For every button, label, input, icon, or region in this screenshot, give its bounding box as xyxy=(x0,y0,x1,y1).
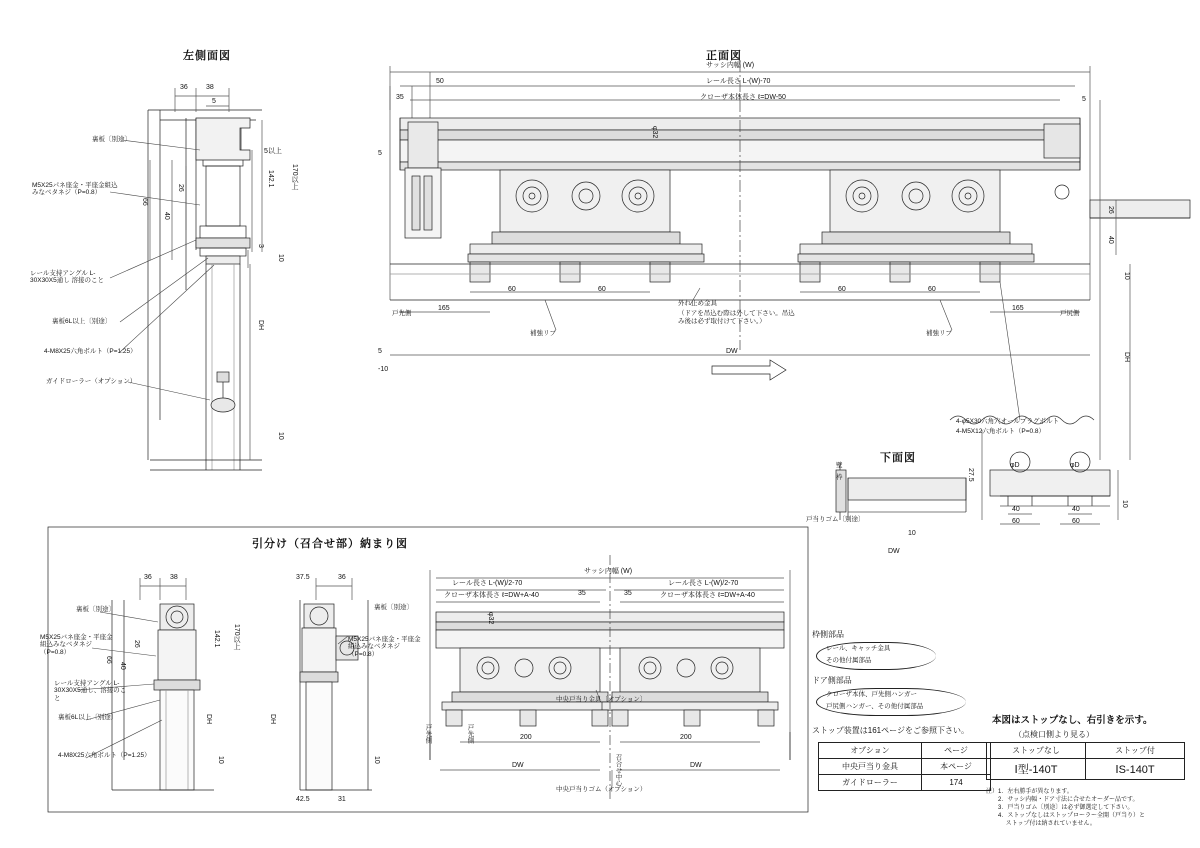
m-dim-40a: 40 xyxy=(119,662,127,670)
view-title-left-side: 左側面図 xyxy=(183,50,231,62)
label-backplate: 裏板〔別途〕 xyxy=(92,136,131,143)
dim-front-165a: 165 xyxy=(438,305,450,312)
m-dim-36b: 36 xyxy=(338,574,346,581)
label-frame: 枠 xyxy=(836,474,843,481)
right-note-sub: （点検口側より見る） xyxy=(1014,730,1094,739)
m-dim-200a: 200 xyxy=(520,734,532,741)
dim-left-10a: 10 xyxy=(277,254,285,262)
dim-front-165b: 165 xyxy=(1012,305,1024,312)
label-wall: 壁 xyxy=(836,462,843,469)
m-dim-rail-l2: レール長さ L-(W)/2-70 xyxy=(668,580,739,587)
m-dim-36a: 36 xyxy=(144,574,152,581)
dim-left-1421: 142.1 xyxy=(267,170,275,188)
m-dim-38: 38 xyxy=(170,574,178,581)
option-table xyxy=(818,742,991,791)
model-row0-col0: Ⅰ型-140T xyxy=(987,759,1086,780)
callout-plug-bolt: 4-φ5X30六角穴オールプラグボルト xyxy=(956,418,1060,425)
dim-front-closer-length: クローザ本体長さ ℓ=DW-50 xyxy=(700,94,786,101)
label-door-trailing-side: 戸尻側 xyxy=(1060,310,1080,317)
m-dim-375: 37.5 xyxy=(296,574,310,581)
dim-front-10: 10 xyxy=(1123,272,1131,280)
m-dim-170: 170以上 xyxy=(233,624,241,650)
m-label-backplate-6l: 裏板6L以上〔別途〕 xyxy=(58,714,118,721)
option-table-header-1: ページ xyxy=(922,743,991,759)
m-label-center-stop-rubber: 中央戸当りゴム（オプション） xyxy=(556,786,647,793)
m-dim-closer-l1: クローザ本体長さ ℓ=DW+A-40 xyxy=(444,592,539,599)
m-dim-sash-width: サッシ内幅 (W) xyxy=(584,568,633,575)
m-label-meeting-center: 召合せ中心 xyxy=(614,754,622,787)
parts-frame-item-1: その他付属部品 xyxy=(826,657,872,664)
label-rail-support-angle: レール支持アングル L-30X30X5通し 溶接のこと xyxy=(30,270,105,285)
m-dim-dw-a: DW xyxy=(512,762,524,769)
dim-front-5-right: 5 xyxy=(1082,96,1086,103)
dim-front-dw: DW xyxy=(726,348,738,355)
note-4: ストップ付は納されていません。 xyxy=(986,821,1096,827)
model-row0-col1: ⅠS-140T xyxy=(1086,759,1185,780)
callout-stopper-metal: 外れ止め金具 xyxy=(678,300,717,307)
m-dim-dh-a: DH xyxy=(205,714,213,725)
option-row1-col0: ガイドローラー xyxy=(819,775,922,791)
dim-front-sash-width: サッシ内幅 (W) xyxy=(706,62,755,69)
m-dim-rail-l1: レール長さ L-(W)/2-70 xyxy=(452,580,523,587)
m-label-leading-b: 戸先側 xyxy=(466,724,474,744)
m-dim-35a: 35 xyxy=(578,590,586,597)
parts-stop-note: ストップ装置は161ページをご参照下さい。 xyxy=(812,726,969,735)
option-row0-col1: 本ページ xyxy=(922,759,991,775)
dim-left-36: 36 xyxy=(180,84,188,91)
right-note-title: 本図はストップなし、右引きを示す。 xyxy=(992,715,1153,726)
dim-front-60c: 60 xyxy=(838,286,846,293)
dim-bottom-275: 27.5 xyxy=(967,468,975,482)
option-row0-col0: 中央戸当り金具 xyxy=(819,759,922,775)
view-title-front: 正面図 xyxy=(706,50,742,62)
parts-frame-title: 枠側部品 xyxy=(812,630,844,639)
m-dim-31: 31 xyxy=(338,796,346,803)
m-dim-425: 42.5 xyxy=(296,796,310,803)
dim-bottom-60b: 60 xyxy=(1072,518,1080,525)
dim-left-66: 66 xyxy=(141,198,149,206)
m-label-center-stop-metal: 中央戸当り金具〔オプション〕 xyxy=(556,696,647,703)
dim-front-60b: 60 xyxy=(598,286,606,293)
dim-front-40: 40 xyxy=(1107,236,1115,244)
dim-front-60d: 60 xyxy=(928,286,936,293)
m-dim-dw-b: DW xyxy=(690,762,702,769)
m-dim-10b: 10 xyxy=(373,756,381,764)
dim-front-phi32: φ32 xyxy=(651,126,659,139)
label-door-leading-side: 戸先側 xyxy=(392,310,412,317)
parts-door-item-0: クローザ本体、戸先側ハンガー xyxy=(826,691,917,698)
model-table-header-0: ストップなし xyxy=(987,743,1086,759)
m-dim-dh-b: DH xyxy=(269,714,277,725)
dim-front-26: 26 xyxy=(1107,206,1115,214)
parts-door-title: ドア側部品 xyxy=(812,676,852,685)
callout-stopper-note: （ドアを吊込む際は外して下さい。吊込み後は必ず取付けて下さい。） xyxy=(678,310,795,326)
m-label-angle: レール支持アングル L-30X30X5通し、溶接のこと xyxy=(54,680,127,702)
label-bolt-m8x25: 4-M8X25六角ボルト（P=1.25） xyxy=(44,348,137,355)
dim-bottom-60a: 60 xyxy=(1012,518,1020,525)
table-row xyxy=(819,775,991,791)
dim-front-50: 50 xyxy=(436,78,444,85)
note-2: 3．戸当りゴム〔別途〕は必ず御選定して下さい。 xyxy=(986,805,1134,811)
callout-bolt-m5x12: 4-M5X12六角ボルト（P=0.8） xyxy=(956,428,1046,435)
m-dim-10a: 10 xyxy=(217,756,225,764)
dim-left-5: 5 xyxy=(212,98,216,105)
dim-bottom-40a: 40 xyxy=(1012,506,1020,513)
option-table-header-0: オプション xyxy=(819,743,922,759)
m-dim-66a: 66 xyxy=(105,656,113,664)
label-screw-m5x25: M5X25パネ座金・平座金組込みなベタネジ（P=0.8） xyxy=(32,182,118,197)
dim-front-minus10: -10 xyxy=(378,366,389,373)
dim-front-dh: DH xyxy=(1123,352,1131,363)
m-label-leading-a: 戸先側 xyxy=(424,724,432,744)
dim-left-3: 3 xyxy=(257,244,265,248)
note-1: 2．サッシ内幅・ドア寸法に合せたオーダー品です。 xyxy=(986,797,1139,803)
m-dim-1421: 142.1 xyxy=(213,630,221,648)
dim-front-5-left: 5 xyxy=(378,150,382,157)
dim-front-5-bottom: 5 xyxy=(378,348,382,355)
label-guide-roller: ガイドローラー（オプション） xyxy=(46,378,137,385)
table-row xyxy=(819,759,991,775)
dim-left-10b: 10 xyxy=(277,432,285,440)
dim-bottom-phiD-b: φD xyxy=(1070,462,1080,469)
option-row1-col1: 174 xyxy=(922,775,991,791)
m-dim-26: 26 xyxy=(133,640,141,648)
table-row xyxy=(987,759,1185,780)
dim-front-35: 35 xyxy=(396,94,404,101)
m-dim-closer-l2: クローザ本体長さ ℓ=DW+A-40 xyxy=(660,592,755,599)
dim-bottom-10: 10 xyxy=(908,530,916,537)
parts-door-item-1: 戸尻側ハンガー、その他付属部品 xyxy=(826,703,924,710)
dim-front-60a: 60 xyxy=(508,286,516,293)
dim-left-5plus: 5以上 xyxy=(264,148,282,155)
m-label-screw-2: M5X25バネ座金・平座金組込みなベタネジ（P=0.8） xyxy=(348,636,421,658)
m-label-bolt: 4-M8X25六角ボルト（P=1.25） xyxy=(58,752,151,759)
callout-rib-left: 補強リブ xyxy=(530,330,556,337)
callout-rib-right: 補強リブ xyxy=(926,330,952,337)
label-backplate-6l: 裏板6L以上〔別途〕 xyxy=(52,318,112,325)
dim-bottom-40b: 40 xyxy=(1072,506,1080,513)
dim-left-dh: DH xyxy=(257,320,265,331)
model-table xyxy=(986,742,1185,780)
dim-left-26: 26 xyxy=(177,184,185,192)
m-dim-phi32: φ32 xyxy=(487,612,495,625)
note-0: 注）1．左右勝手が異なります。 xyxy=(986,789,1073,795)
option-table-header-row xyxy=(819,743,991,759)
dim-left-170: 170以上 xyxy=(291,164,299,190)
view-title-meeting: 引分け（召合せ部）納まり図 xyxy=(252,538,408,550)
model-table-header-1: ストップ付 xyxy=(1086,743,1185,759)
m-dim-200b: 200 xyxy=(680,734,692,741)
dim-bottom-10b: 10 xyxy=(1121,500,1129,508)
dim-left-40: 40 xyxy=(163,212,171,220)
m-label-backplate-1: 裏板〔別途〕 xyxy=(76,606,115,613)
m-dim-35b: 35 xyxy=(624,590,632,597)
dim-left-38: 38 xyxy=(206,84,214,91)
dim-bottom-phiD-a: φD xyxy=(1010,462,1020,469)
note-3: 4．ストップなしはストップローラー全開（戸当り）と xyxy=(986,813,1145,819)
parts-frame-item-0: レール、キャッチ金具 xyxy=(826,645,891,652)
label-door-rubber: 戸当りゴム〔別途〕 xyxy=(806,516,865,523)
m-label-screw-1: M5X25バネ座金・平座金組込みなベタネジ（P=0.8） xyxy=(40,634,113,656)
m-label-backplate-2: 裏板〔別途〕 xyxy=(374,604,413,611)
dim-front-rail-length: レール長さ L-(W)-70 xyxy=(706,78,771,85)
dim-bottom-dw: DW xyxy=(888,548,900,555)
view-title-bottom: 下面図 xyxy=(880,452,916,464)
model-table-header-row xyxy=(987,743,1185,759)
